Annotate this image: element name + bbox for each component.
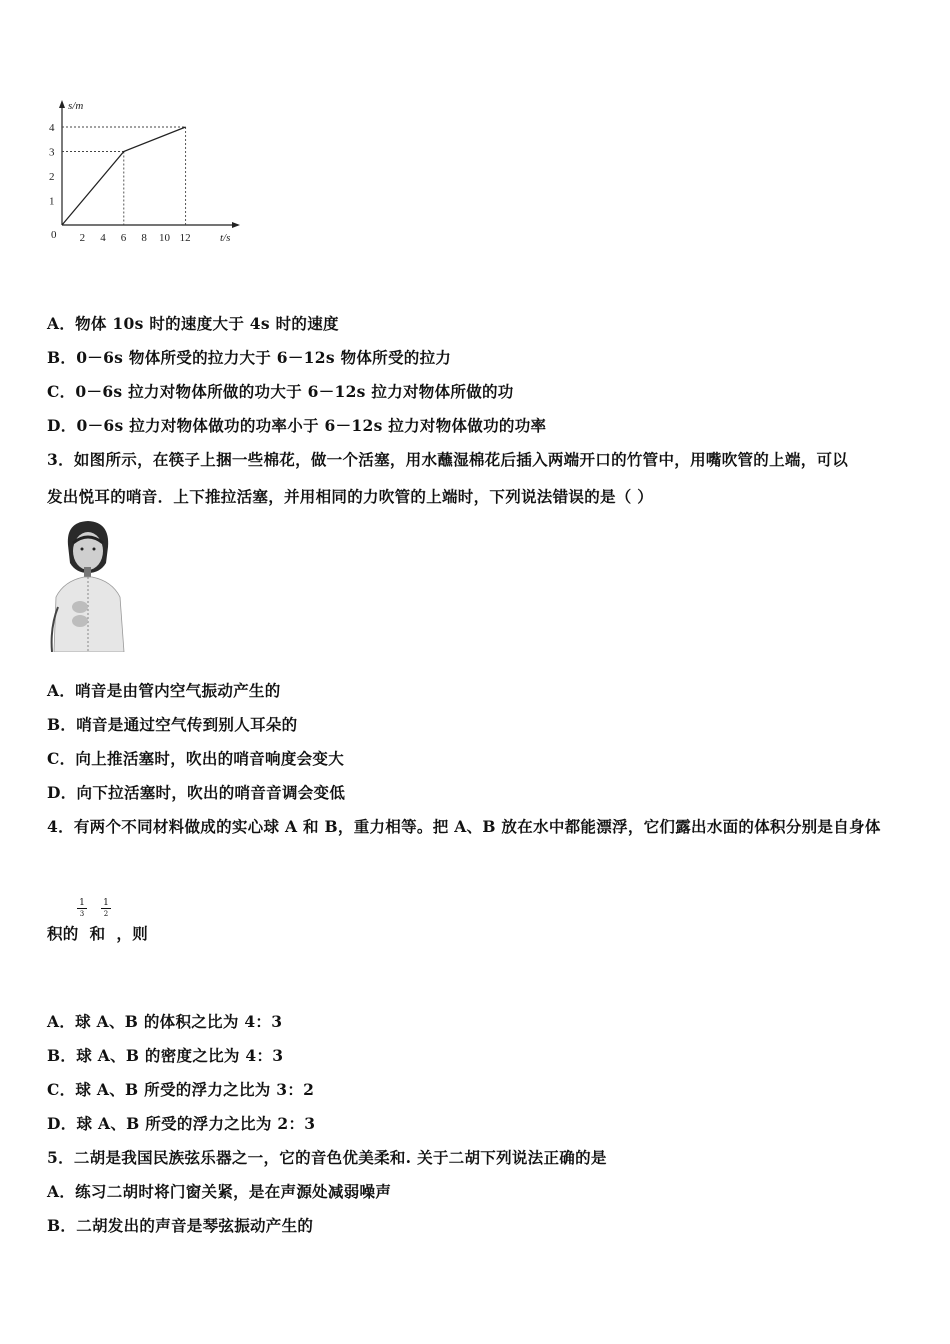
y-axis-label: s/m [68,100,84,112]
x-tick-label: 2 [79,232,86,244]
y-tick-label: 1 [49,195,55,208]
q2-option-d: D．0－6s 拉力对物体做功的功率小于 6－12s 拉力对物体做功的功率 [47,416,547,435]
q4-option-d: D．球 A、B 所受的浮力之比为 2：3 [47,1114,316,1133]
x-tick-label: 4 [100,232,106,244]
x-tick-label: 8 [141,232,147,244]
q4-option-b: B．球 A、B 的密度之比为 4：3 [47,1046,284,1065]
x-tick-label: 6 [120,232,127,244]
q4-option-c: C．球 A、B 所受的浮力之比为 3：2 [47,1080,315,1099]
q3-option-b: B．哨音是通过空气传到别人耳朵的 [47,715,298,734]
q4-stem-text-c: ，则 [116,924,149,943]
q4-stem-line1: 4．有两个不同材料做成的实心球 A 和 B，重力相等。把 A、B 放在水中都能漂浮，它们露出水面的体积分别是自身体 [47,817,881,836]
y-tick-label: 3 [49,146,55,159]
x-tick-label: 12 [179,232,191,244]
x-axis-label: t/s [220,232,231,244]
q4-stem-text-a: 积的 [47,924,79,943]
q3-stem-line1: 3．如图所示，在筷子上捆一些棉花，做一个活塞，用水蘸湿棉花后插入两端开口的竹管中，用嘴吹管的上端，可以 [47,450,849,469]
y-tick-label: 2 [49,171,55,183]
q4-stem-line2 [47,922,148,944]
q3-option-c: C．向上推活塞时，吹出的哨音响度会变大 [47,749,345,768]
y-tick-label: 4 [49,122,55,134]
q4-stem-text-b: 和 [89,924,106,943]
q2-option-b: B．0－6s 物体所受的拉力大于 6－12s 物体所受的拉力 [47,348,452,367]
q3-option-d: D．向下拉活塞时，吹出的哨音音调会变低 [47,783,346,802]
q5-option-a: A．练习二胡时将门窗关紧，是在声源处减弱噪声 [47,1182,392,1201]
q4-option-a: A．球 A、B 的体积之比为 4：3 [47,1012,283,1031]
q5-stem: 5．二胡是我国民族弦乐器之一，它的音色优美柔和. 关于二胡下列说法正确的是 [47,1148,607,1167]
q2-option-c: C．0－6s 拉力对物体所做的功大于 6－12s 拉力对物体所做的功 [47,382,514,401]
q3-stem-line2: 发出悦耳的哨音．上下推拉活塞，并用相同的力吹管的上端时，下列说法错误的是（ ） [47,487,654,506]
q5-option-b: B．二胡发出的声音是琴弦振动产生的 [47,1216,314,1235]
student-blowing-whistle-photo [46,517,128,652]
x-axis-arrow [232,222,240,228]
origin-label: 0 [51,229,57,241]
x-tick-label: 10 [159,232,170,244]
q2-option-a: A．物体 10s 时的速度大于 4s 时的速度 [47,314,339,333]
fraction-one-half: 1 2 [101,898,111,919]
fraction-one-third: 1 3 [77,898,87,919]
distance-time-graph [40,95,250,255]
y-axis-arrow [59,100,65,108]
q3-option-a: A．哨音是由管内空气振动产生的 [47,681,281,700]
